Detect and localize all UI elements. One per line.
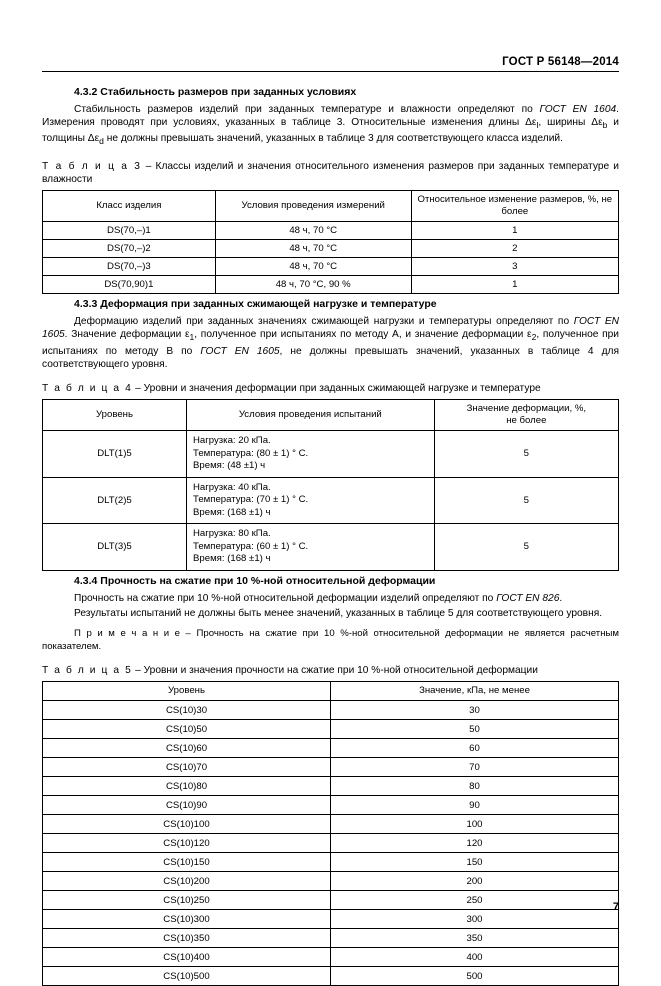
- table-4-col-1: Условия проведения испытаний: [187, 400, 435, 431]
- table-5-col-0: Уровень: [43, 682, 331, 701]
- cell-level: CS(10)30: [43, 701, 331, 720]
- clause-heading-4-3-2: 4.3.2 Стабильность размеров при заданных условиях: [74, 86, 357, 98]
- cell-conditions: 48 ч, 70 °С: [215, 258, 411, 276]
- table-4-caption-label: Т а б л и ц а 4: [42, 382, 133, 394]
- table-3-caption-label: Т а б л и ц а 3: [42, 160, 142, 172]
- table-5-caption-text: – Уровни и значения прочности на сжатие при 10 %-ной относительной деформации: [132, 665, 538, 677]
- table-row: [43, 758, 619, 777]
- cell-value: 80: [331, 777, 619, 796]
- table-4-caption: [42, 382, 619, 395]
- table-4-col-2: Значение деформации, %, не более: [434, 400, 618, 431]
- table-row: [43, 431, 619, 478]
- table-4: [42, 399, 619, 571]
- cell-value: 5: [434, 477, 618, 524]
- table-5-caption: [42, 664, 619, 677]
- cell-class: DS(70,90)1: [43, 276, 216, 294]
- cell-conditions: 48 ч, 70 °С: [215, 240, 411, 258]
- cell-level: CS(10)60: [43, 739, 331, 758]
- table-3-col-1: Условия проведения измерений: [215, 191, 411, 222]
- cell-value: 3: [411, 258, 618, 276]
- cell-level: DLT(2)5: [43, 477, 187, 524]
- clause-heading-4-3-3: 4.3.3 Деформация при заданных сжимающей нагрузке и температуре: [74, 298, 437, 311]
- clause-4-3-2-paragraph: Стабильность размеров изделий при заданных температуре и влажности определяют по ГОСТ EN 1604. Измерения проводят при условиях, указанных в таблице 3. Относительные изменения длины $\Delta\varepsilon_l$, ширины $\Delta\varepsilon_b$ и толщины $\Delta\varepsilon_d$ не должны превышать значений, указанных в таблице 3 для соответствующего класса изделий.: [42, 104, 619, 147]
- table-row: [43, 948, 619, 967]
- table-row: [43, 191, 619, 222]
- cell-value: 120: [331, 834, 619, 853]
- cell-level: CS(10)90: [43, 796, 331, 815]
- cell-level: CS(10)50: [43, 720, 331, 739]
- table-row: [43, 815, 619, 834]
- table-5-caption-label: Т а б л и ц а 5: [42, 665, 133, 677]
- table-row: [43, 276, 619, 294]
- table-row: [43, 739, 619, 758]
- table-4-col-0: Уровень: [43, 400, 187, 431]
- condition-temperature: Температура: (60 ± 1) ° С.: [193, 540, 309, 552]
- cell-value: 1: [411, 222, 618, 240]
- cell-value: 60: [331, 739, 619, 758]
- cell-level: CS(10)350: [43, 929, 331, 948]
- cell-value: 350: [331, 929, 619, 948]
- table-row: [43, 477, 619, 524]
- cell-value: 200: [331, 872, 619, 891]
- table-row: [43, 222, 619, 240]
- cell-value: 5: [434, 431, 618, 478]
- table-row: [43, 834, 619, 853]
- table-row: [43, 400, 619, 431]
- cell-value: 90: [331, 796, 619, 815]
- cell-class: DS(70,–)1: [43, 222, 216, 240]
- clause-4-3-4-paragraph-1: Прочность на сжатие при 10 %-ной относительной деформации изделий определяют по ГОСТ EN 826.: [74, 592, 563, 604]
- cell-level: DLT(1)5: [43, 431, 187, 478]
- cell-conditions: 48 ч, 70 °С: [215, 222, 411, 240]
- table-3-caption: [42, 160, 619, 186]
- clause-4-3-4-paragraph-2: Результаты испытаний не должны быть менее значений, указанных в таблице 5 для соответствующего уровня.: [74, 607, 603, 619]
- cell-value: 150: [331, 853, 619, 872]
- cell-value: 50: [331, 720, 619, 739]
- page-header: [42, 56, 619, 72]
- cell-level: CS(10)100: [43, 815, 331, 834]
- table-5-col-1: Значение, кПа, не менее: [331, 682, 619, 701]
- cell-value: 5: [434, 524, 618, 571]
- table-3-col-2: Относительное изменение размеров, %, не более: [411, 191, 618, 222]
- table-row: [43, 891, 619, 910]
- table-row: [43, 682, 619, 701]
- table-3: [42, 190, 619, 294]
- cell-value: 100: [331, 815, 619, 834]
- clause-4-3-4-note: П р и м е ч а н и е – Прочность на сжатие при 10 %-ной относительной деформации не является расчетным показателем.: [42, 628, 619, 653]
- cell-conditions: [187, 477, 435, 524]
- cell-level: CS(10)150: [43, 853, 331, 872]
- condition-load: Нагрузка: 20 кПа.: [193, 435, 271, 447]
- table-row: [43, 524, 619, 571]
- condition-time: Время: (168 ±1) ч: [193, 553, 271, 565]
- table-row: [43, 967, 619, 986]
- table-3-caption-text: – Классы изделий и значения относительного изменения размеров при заданных температуре и влажности: [42, 160, 619, 185]
- table-row: [43, 258, 619, 276]
- condition-temperature: Температура: (80 ± 1) ° С.: [193, 447, 309, 459]
- cell-level: DLT(3)5: [43, 524, 187, 571]
- table-3-col-0: Класс изделия: [43, 191, 216, 222]
- cell-level: CS(10)80: [43, 777, 331, 796]
- table-row: [43, 796, 619, 815]
- cell-level: CS(10)400: [43, 948, 331, 967]
- table-row: [43, 853, 619, 872]
- standard-designation: ГОСТ Р 56148—2014: [502, 56, 619, 68]
- cell-level: CS(10)500: [43, 967, 331, 986]
- table-row: [43, 872, 619, 891]
- cell-class: DS(70,–)2: [43, 240, 216, 258]
- condition-time: Время: (48 ±1) ч: [193, 460, 266, 472]
- cell-level: CS(10)120: [43, 834, 331, 853]
- table-row: [43, 240, 619, 258]
- cell-level: CS(10)200: [43, 872, 331, 891]
- cell-conditions: [187, 431, 435, 478]
- cell-conditions: [187, 524, 435, 571]
- cell-value: 30: [331, 701, 619, 720]
- cell-class: DS(70,–)3: [43, 258, 216, 276]
- cell-level: CS(10)300: [43, 910, 331, 929]
- table-row: [43, 720, 619, 739]
- clause-4-3-3-paragraph: Деформацию изделий при заданных значениях сжимающей нагрузки и температуры определяют по ГОСТ EN 1605. Значение деформации $\varepsilon_1$, полученное при испытаниях по методу А, и значение деформации $\varepsilon_2$, полученное при испытаниях по методу В по ГОСТ EN 1605, не должны превышать значений, указанных в таблице 4 для соответствующего уровня.: [42, 316, 620, 370]
- condition-load: Нагрузка: 80 кПа.: [193, 528, 271, 540]
- cell-value: 250: [331, 891, 619, 910]
- table-4-caption-text: – Уровни и значения деформации при заданных сжимающей нагрузке и температуре: [132, 382, 541, 394]
- table-row: [43, 777, 619, 796]
- table-row: [43, 701, 619, 720]
- cell-value: 70: [331, 758, 619, 777]
- condition-time: Время: (168 ±1) ч: [193, 506, 271, 518]
- condition-temperature: Температура: (70 ± 1) ° С.: [193, 494, 309, 506]
- cell-value: 500: [331, 967, 619, 986]
- condition-load: Нагрузка: 40 кПа.: [193, 481, 271, 493]
- cell-value: 300: [331, 910, 619, 929]
- table-row: [43, 929, 619, 948]
- clause-heading-4-3-4: 4.3.4 Прочность на сжатие при 10 %-ной относительной деформации: [74, 574, 436, 587]
- table-row: [43, 910, 619, 929]
- cell-value: 2: [411, 240, 618, 258]
- cell-level: CS(10)250: [43, 891, 331, 910]
- table-5: [42, 681, 619, 986]
- cell-value: 400: [331, 948, 619, 967]
- cell-level: CS(10)70: [43, 758, 331, 777]
- cell-conditions: 48 ч, 70 °С, 90 %: [215, 276, 411, 294]
- page-number: 7: [612, 901, 619, 913]
- cell-value: 1: [411, 276, 618, 294]
